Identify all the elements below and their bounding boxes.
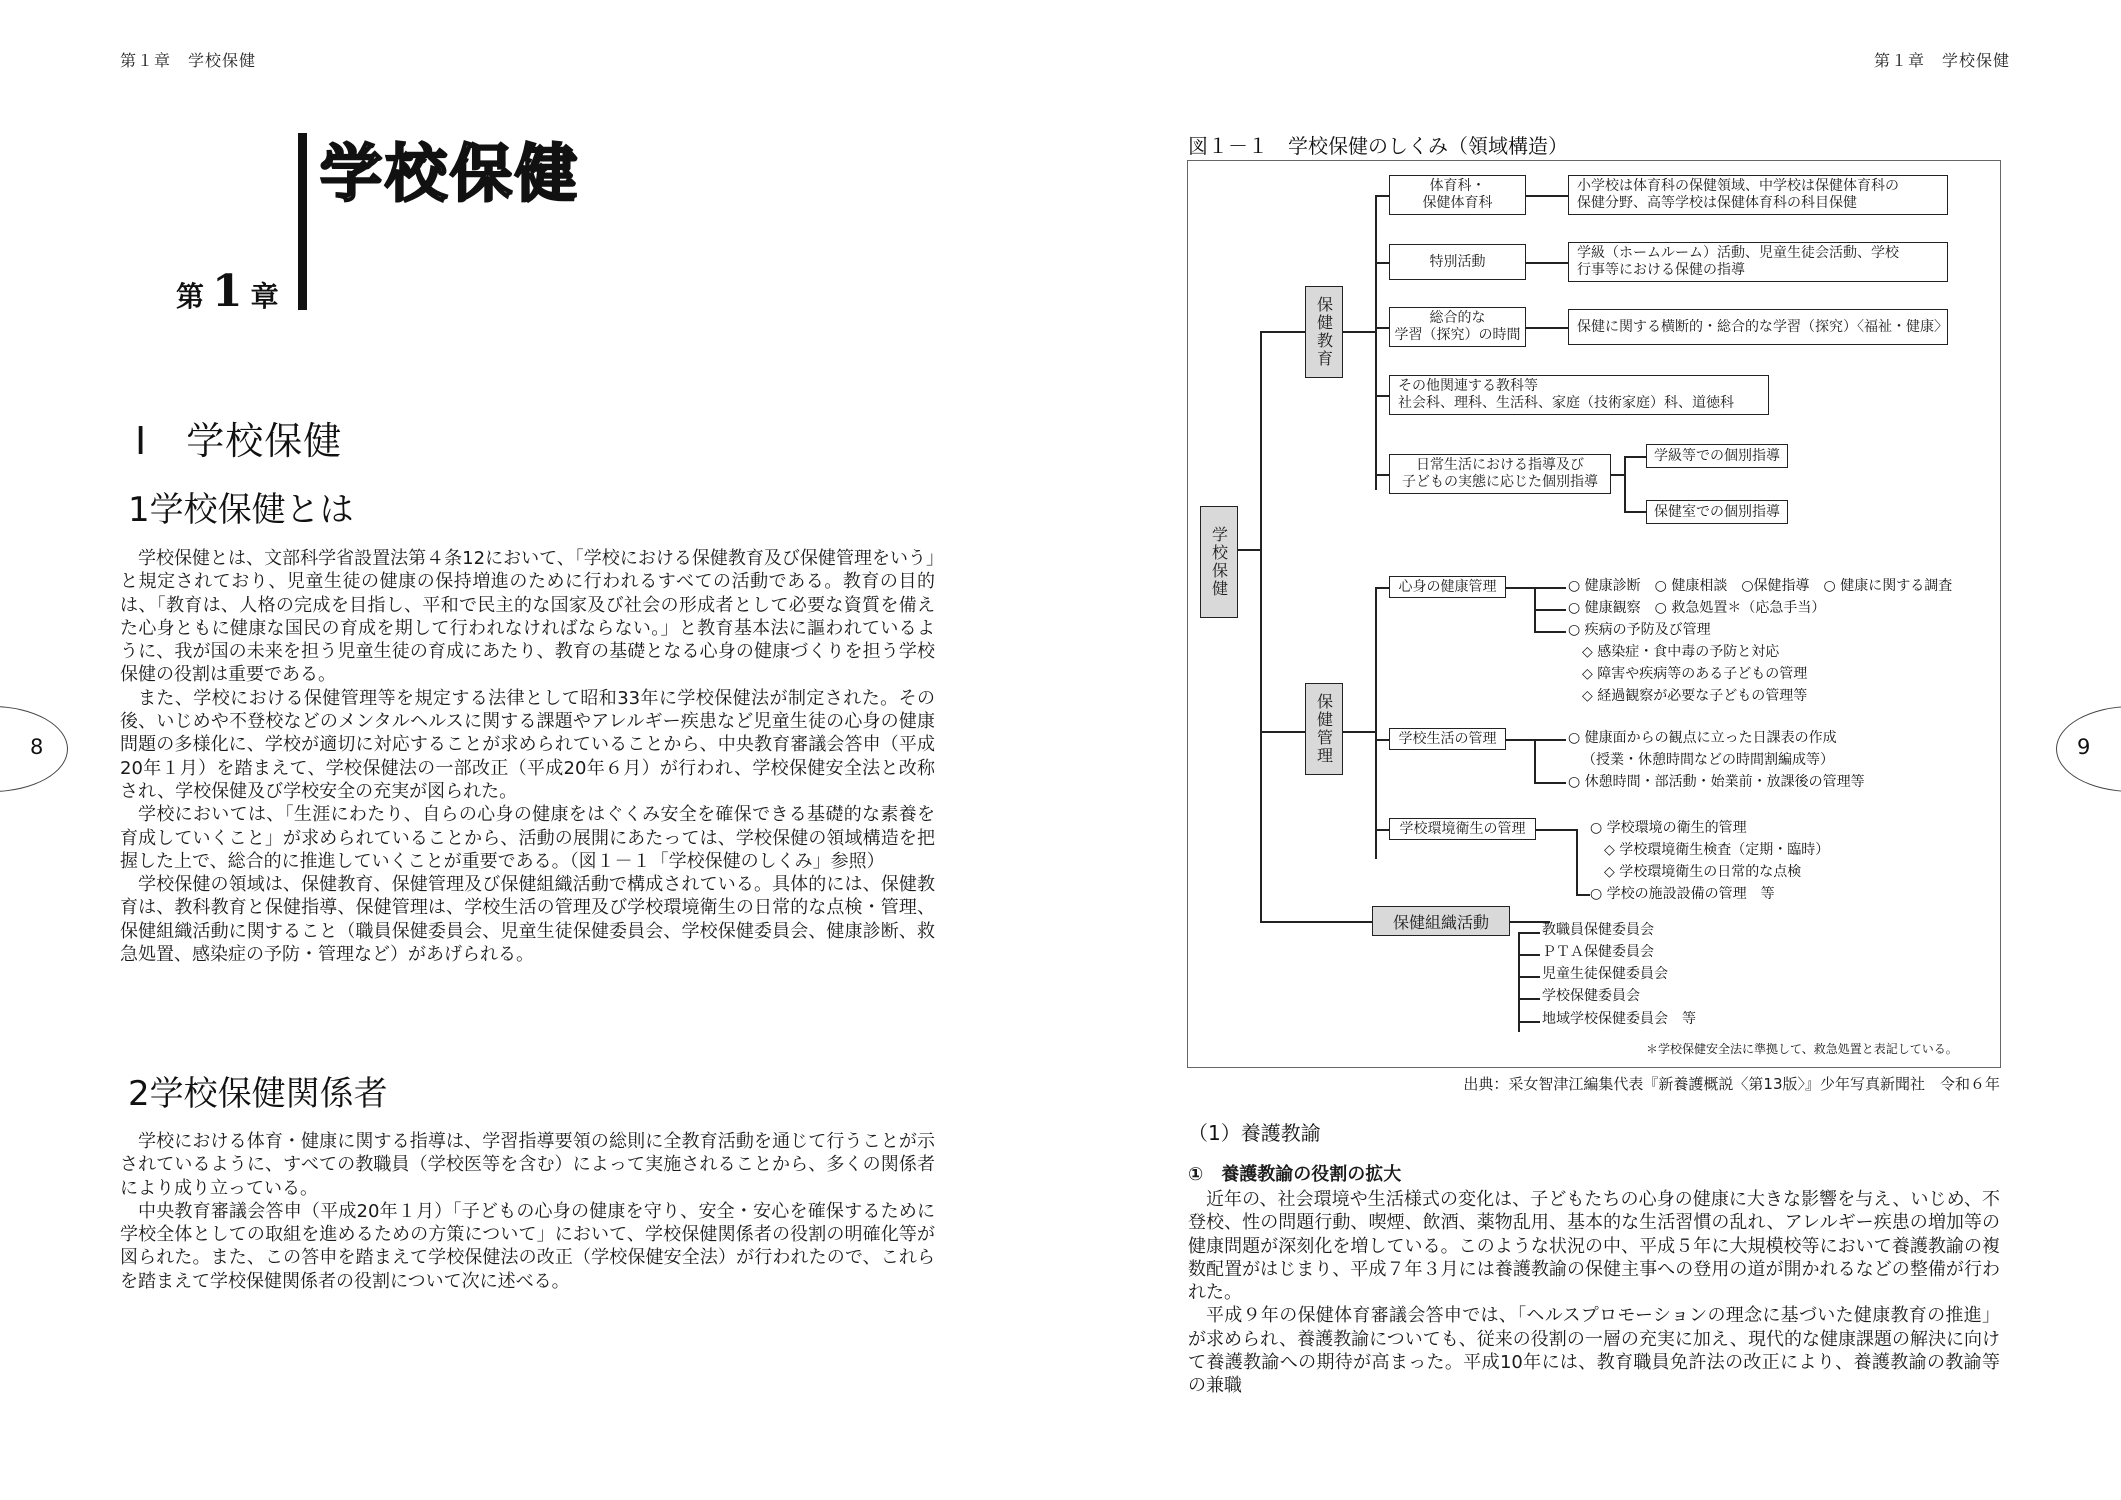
shinshin-item: ◇ 感染症・食中毒の予防と対応	[1582, 644, 1780, 660]
kankyo-item: ○ 学校の施設設備の管理 等	[1590, 886, 1775, 902]
nichijo-box: 日常生活における指導及び 子どもの実態に応じた個別指導	[1389, 454, 1611, 494]
chapter-bar	[298, 133, 307, 310]
sonota-box: その他関連する教科等 社会科、理科、生活科、家庭（技術家庭）科、道徳科	[1389, 375, 1769, 415]
paragraph: 平成９年の保健体育審議会答申では、「ヘルスプロモーションの理念に基づいた健康教育の推進」が求められ、養護教諭についても、従来の役割の一層の充実に加え、現代的な健康課題の解決に向けて養護教諭への期待が高まった。平成10年には、教育職員免許法の改正により、養護教諭の教諭等の兼職	[1188, 1305, 2000, 1397]
figure-footnote: ＊学校保健安全法に準拠して、救急処置と表記している。	[1646, 1042, 1958, 1056]
paragraph: 学校保健の領域は、保健教育、保健管理及び保健組織活動で構成されている。具体的には、保健教育は、教科教育と保健指導、保健管理は、学校生活の管理及び学校環境衛生の日常的な点検・管理、保健組織活動に関すること（職員保健委員会、児童生徒保健委員会、学校保健委員会、健康診断、救急処置、感染症の予防・管理など）があげられる。	[120, 874, 935, 966]
seikatsu-item: （授業・休憩時間などの時間割編成等）	[1582, 752, 1834, 768]
running-head-right: 第１章 学校保健	[1874, 51, 2011, 70]
shinshin-item: ◇ 経過観察が必要な子どもの管理等	[1582, 688, 1808, 704]
shinshin-box: 心身の健康管理	[1389, 576, 1506, 598]
shinshin-item: ○ 健康観察 ○ 救急処置＊（応急手当）	[1568, 600, 1826, 616]
subheading: （1）養護教諭	[1188, 1121, 1321, 1145]
kobetsu-box-1: 学級等での個別指導	[1646, 444, 1788, 468]
soshiki-item: 教職員保健委員会	[1542, 922, 1654, 938]
seikatsu-box: 学校生活の管理	[1389, 728, 1506, 750]
kankyo-box: 学校環境衛生の管理	[1389, 818, 1536, 840]
paragraph: 学校保健とは、文部科学省設置法第４条12において、「学校における保健教育及び保健管理をいう」と規定されており、児童生徒の健康の保持増進のために行われるすべての活動である。教育の目的は、「教育は、人格の完成を目指し、平和で民主的な国家及び社会の形成者として必要な資質を備えた心身ともに健康な国民の育成を期して行われなければならない。」と教育基本法に謳われているように、我が国の未来を担う児童生徒の育成にあたり、教育の基礎となる心身の健康づくりを担う学校保健の役割は重要である。	[120, 548, 935, 686]
chapter-title: 学校保健	[320, 137, 581, 210]
soshiki-box: 保健組織活動	[1372, 906, 1510, 936]
seikatsu-item: ○ 休憩時間・部活動・始業前・放課後の管理等	[1568, 774, 1865, 790]
shinshin-item: ○ 健康診断 ○ 健康相談 ○保健指導 ○ 健康に関する調査	[1568, 578, 1953, 594]
soshiki-item: 児童生徒保健委員会	[1542, 966, 1668, 982]
sogo-box: 総合的な 学習（探究）の時間	[1389, 307, 1526, 347]
paragraph: 中央教育審議会答申（平成20年１月）「子どもの心身の健康を守り、安全・安心を確保するために学校全体としての取組を進めるための方策について」において、学校保健関係者の役割の明確化等が図られた。また、この答申を踏まえて学校保健法の改正（学校保健安全法）が行われたので、これらを踏まえて学校保健関係者の役割について次に述べる。	[120, 1200, 935, 1292]
seikatsu-item: ○ 健康面からの観点に立った日課表の作成	[1568, 730, 1837, 746]
root-box: 学校保健	[1200, 506, 1238, 618]
subsection2-body	[120, 1130, 935, 1293]
sogo-desc-box: 保健に関する横断的・総合的な学習（探究）〈福祉・健康〉	[1568, 309, 1948, 345]
kankyo-item: ○ 学校環境の衛生的管理	[1590, 820, 1747, 836]
figure-title: 図１－１ 学校保健のしくみ（領域構造）	[1188, 134, 1568, 158]
shinshin-item: ○ 疾病の予防及び管理	[1568, 622, 1711, 638]
hoken-kanri-box: 保健管理	[1305, 683, 1343, 775]
kankyo-item: ◇ 学校環境衛生検査（定期・臨時）	[1604, 842, 1830, 858]
kobetsu-box-2: 保健室での個別指導	[1646, 500, 1788, 524]
paragraph: 学校における体育・健康に関する指導は、学習指導要領の総則に全教育活動を通じて行うことが示されているように、すべての教職員（学校医等を含む）によって実施されることから、多くの関係者により成り立っている。	[120, 1131, 935, 1199]
page-number-right: 9	[2077, 735, 2091, 759]
subsection1-body	[120, 547, 935, 966]
paragraph: また、学校における保健管理等を規定する法律として昭和33年に学校保健法が制定された。その後、いじめや不登校などのメンタルヘルスに関する課題やアレルギー疾患など児童生徒の心身の健康問題の多様化に、学校が適切に対応することが求められていることから、中央教育審議会答申（平成20年１月）を踏まえて、学校保健法の一部改正（平成20年６月）が行われ、学校保健安全法と改称され、学校保健及び学校安全の充実が図られた。	[120, 687, 935, 802]
figure-frame	[1187, 160, 2001, 1068]
page-number-left: 8	[30, 735, 44, 759]
taiiku-box: 体育科・ 保健体育科	[1389, 175, 1526, 215]
section-heading: Ⅰ 学校保健	[135, 419, 343, 463]
taiiku-desc-box: 小学校は体育科の保健領域、中学校は保健体育科の 保健分野、高等学校は保健体育科の科目保健	[1568, 175, 1948, 215]
soshiki-item: 学校保健委員会	[1542, 988, 1640, 1004]
sub-subheading: ① 養護教諭の役割の拡大	[1188, 1164, 1402, 1185]
tokubetsu-box: 特別活動	[1389, 244, 1526, 280]
right-body	[1188, 1188, 2000, 1398]
chapter-label: 第 1 章	[176, 266, 279, 317]
tokubetsu-desc-box: 学級（ホームルーム）活動、児童生徒会活動、学校 行事等における保健の指導	[1568, 242, 1948, 282]
paragraph: 学校においては、「生涯にわたり、自らの心身の健康をはぐくみ安全を確保できる基礎的な素養を育成していくこと」が求められていることから、活動の展開にあたっては、学校保健の領域構造を把握した上で、総合的に推進していくことが重要である。（図１－１「学校保健のしくみ」参照）	[120, 804, 935, 872]
soshiki-item: 地域学校保健委員会 等	[1542, 1011, 1696, 1027]
paragraph: 近年の、社会環境や生活様式の変化は、子どもたちの心身の健康に大きな影響を与え、いじめ、不登校、性の問題行動、喫煙、飲酒、薬物乱用、基本的な生活習慣の乱れ、アレルギー疾患の増加等の健康問題が深刻化を増している。このような状況の中、平成５年に大規模校等において養護教諭の複数配置がはじまり、平成７年３月には養護教諭の保健主事への登用の道が開かれるなどの整備が行われた。	[1188, 1189, 2000, 1304]
soshiki-item: ＰＴＡ保健委員会	[1542, 944, 1654, 960]
hoken-kyoiku-box: 保健教育	[1305, 286, 1343, 378]
shinshin-item: ◇ 障害や疾病等のある子どもの管理	[1582, 666, 1808, 682]
kankyo-item: ◇ 学校環境衛生の日常的な点検	[1604, 864, 1802, 880]
figure-source: 出典：采女智津江編集代表『新養護概説〈第13版〉』少年写真新聞社 令和６年	[1463, 1075, 2000, 1093]
subsection-heading-1: 1学校保健とは	[128, 490, 354, 530]
running-head-left: 第１章 学校保健	[120, 51, 257, 70]
subsection-heading-2: 2学校保健関係者	[128, 1074, 388, 1114]
